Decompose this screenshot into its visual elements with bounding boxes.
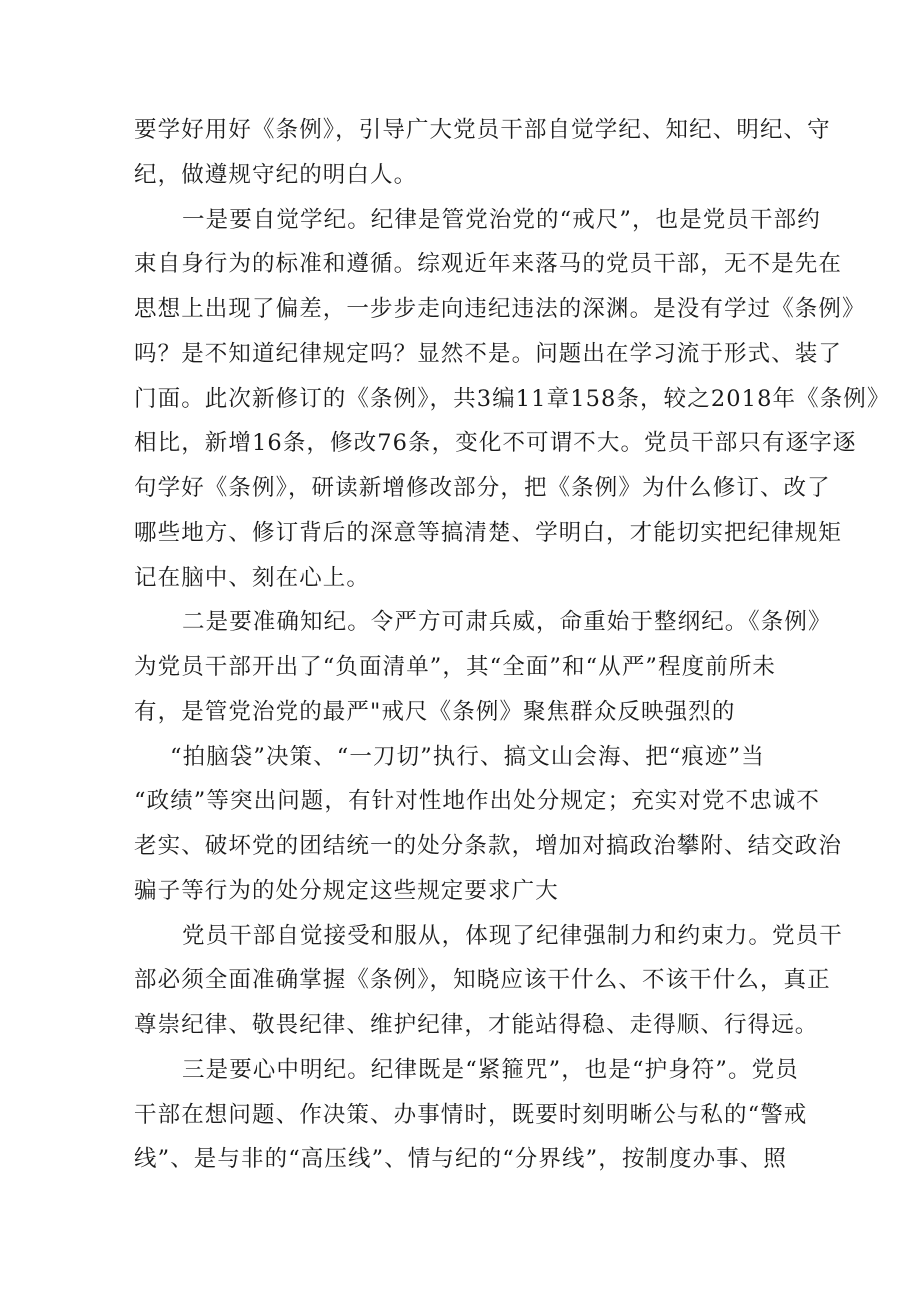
text-line: 门面。此次新修订的《条例》，共3编11章158条，较之2018年《条例》 [134,386,891,412]
text-line: 部必须全面准确掌握《条例》，知晓应该干什么、不该干什么，真正 [134,967,831,993]
text-line: 记在脑中、刻在心上。 [134,565,371,591]
text-line: 三是要心中明纪。纪律既是“紧箍咒”，也是“护身符”。党员 [182,1057,799,1083]
text-line: 句学好《条例》，研读新增修改部分，把《条例》为什么修订、改了 [134,475,831,501]
text-line: “政绩”等突出问题，有针对性地作出处分规定；充实对党不忠诚不 [134,788,821,814]
text-line: 干部在想问题、作决策、办事情时，既要时刻明晰公与私的“警戒 [134,1102,808,1128]
text-line: 党员干部自觉接受和服从，体现了纪律强制力和约束力。党员干 [182,923,843,949]
text-line: 老实、破坏党的团结统一的处分条款，增加对搞政治攀附、结交政治 [134,833,843,859]
text-line: 哪些地方、修订背后的深意等搞清楚、学明白，才能切实把纪律规矩 [134,520,843,546]
text-line: 思想上出现了偏差，一步步走向违纪违法的深渊。是没有学过《条例》 [134,296,866,322]
text-line: 束自身行为的标准和遵循。综观近年来落马的党员干部，无不是先在 [134,251,843,277]
text-line: 要学好用好《条例》，引导广大党员干部自觉学纪、知纪、明纪、守 [134,117,831,143]
text-line: 尊崇纪律、敬畏纪律、维护纪律，才能站得稳、走得顺、行得远。 [134,1012,819,1038]
text-line: 骗子等行为的处分规定这些规定要求广大 [134,878,559,904]
text-line: 为党员干部开出了“负面清单”，其“全面”和“从严”程度前所未 [134,654,777,680]
text-line: “拍脑袋”决策、“一刀切”执行、搞文山会海、把“痕迹”当 [170,744,765,770]
text-line: 纪，做遵规守纪的明白人。 [134,162,418,188]
text-line: 二是要准确知纪。令严方可肃兵威，命重始于整纲纪。《条例》 [182,609,832,635]
text-line: 相比，新增16条，修改76条，变化不可谓不大。党员干部只有逐字逐 [134,430,857,456]
text-line: 一是要自觉学纪。纪律是管党治党的“戒尺”，也是党员干部约 [182,207,821,233]
text-line: 有，是管党治党的最严"戒尺《条例》聚焦群众反映强烈的 [134,699,736,725]
text-line: 吗？是不知道纪律规定吗？显然不是。问题出在学习流于形式、装了 [134,341,843,367]
text-line: 线”、是与非的“高压线”、情与纪的“分界线”，按制度办事、照 [134,1146,788,1172]
